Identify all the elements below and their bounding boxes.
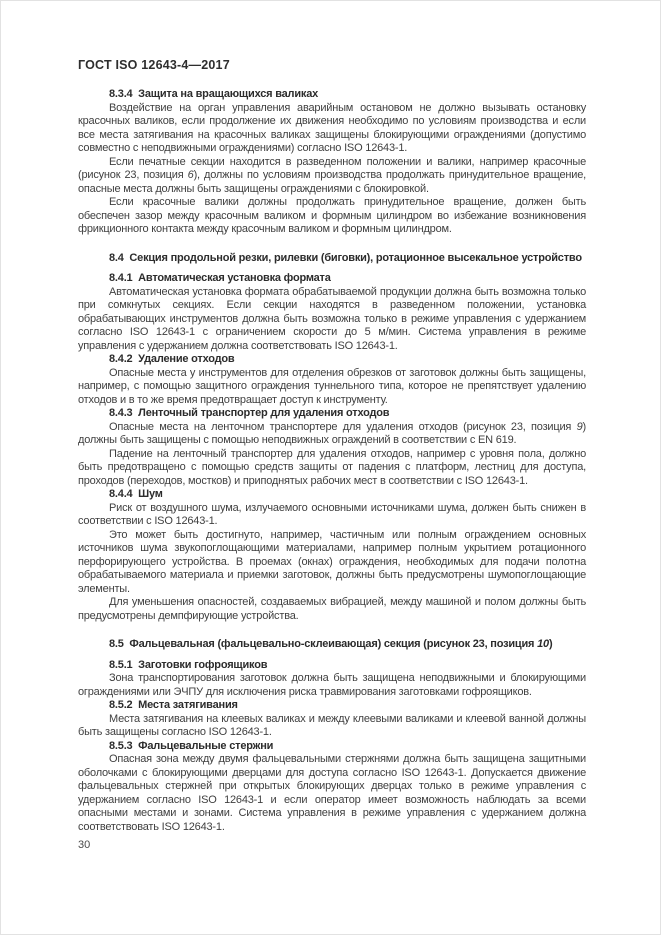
- paragraph: [78, 421, 586, 448]
- text-run: Это может быть достигнуто, например, частичным или полным ограждением основных источников шума звукопоглощающими материалами, например полным укрытием ротационного перфорирующего устройства. В проемах (окнах) ограждения, необходимых для подачи полотна обрабатываемого материала и приемки заготовок, должны быть предусмотрены шумопоглощающие элементы.: [78, 528, 586, 595]
- italic-text-run: 6: [187, 169, 194, 181]
- section-heading: [78, 699, 586, 713]
- paragraph: [78, 102, 586, 156]
- text-run: Для уменьшения опасностей, создаваемых вибрацией, между машиной и полом должны быть предусмотрены демпфирующие устройства.: [78, 596, 586, 622]
- section-heading: [78, 659, 586, 673]
- text-run: Если красочные валики должны продолжать принудительное вращение, должен быть обеспечен зазор между красочным валиком и формным цилиндром во избежание возникновения фрикционного контакта между красочным валиком и формным цилиндром.: [78, 196, 586, 235]
- text-run: 8.4 Секция продольной резки, рилевки (биговки), ротационное высекальное устройство: [109, 251, 582, 264]
- paragraph: [78, 448, 586, 489]
- paragraph: [78, 596, 586, 623]
- text-run: 8.5.3 Фальцевальные стержни: [109, 739, 274, 752]
- text-run: 8.4.1 Автоматическая установка формата: [109, 272, 331, 284]
- paragraph: [78, 713, 586, 740]
- section-heading: [78, 488, 586, 502]
- section-heading: [78, 353, 586, 367]
- text-run: 8.5.1 Заготовки гофроящиков: [109, 658, 268, 671]
- section-heading: [78, 272, 586, 286]
- text-run: Если печатные секции находится в разведенном положении и валики, например красочные (рисунок 23, позиция: [78, 155, 586, 181]
- italic-text-run: 10: [537, 638, 549, 650]
- text-run: ) должны быть защищены с помощью неподвижных ограждений в соответствии с EN 619.: [78, 420, 586, 446]
- text-run: ): [548, 638, 553, 650]
- text-run: Автоматическая установка формата обрабатываемой продукции должна быть возможна только при сомкнутых секциях. Если секции находятся в разведенном положении, установка обрабатывающих инструментов должна быть возможна только в режиме управления с удержанием согласно ISO 12643-1 с ограничением скорости до 5 м/мин. Система управления в режиме управления с удержанием должна соответствовать ISO 12643-1.: [78, 285, 586, 352]
- text-run: Опасные места на ленточном транспортере для удаления отходов (рисунок 23, позиция: [109, 420, 577, 433]
- text-run: Падение на ленточный транспортер для удаления отходов, например с уровня пола, должно быть предотвращено с помощью средств защиты от падения с платформ, лестниц для доступа, проходов (переходов, мостков) и приподнятых рабочих мест в соответствии с ISO 12643-1.: [78, 447, 586, 487]
- paragraph: [78, 156, 586, 197]
- text-run: Опасная зона между двумя фальцевальными стержнями должна быть защищена защитными оболочками с блокирующими дверцами для доступа согласно ISO 12643-1. Допускается движение фальцевальных стержней при открытых блокирующих дверцах только в режиме управления с удержанием согласно ISO 12643-1 и если оператор имеет возможность наблюдать за всеми опасными местами и зонами. Система управления в режиме управления с удержанием должна соответствовать ISO 12643-1.: [78, 753, 586, 833]
- italic-text-run: 9: [576, 420, 583, 433]
- text-run: 8.4.3 Ленточный транспортер для удаления отходов: [109, 407, 390, 419]
- section-heading: [78, 740, 586, 754]
- document-title: ГОСТ ISO 12643-4—2017: [78, 58, 230, 72]
- section-heading: [78, 407, 586, 421]
- paragraph: [78, 286, 586, 354]
- paragraph: [78, 529, 586, 597]
- text-run: 8.4.2 Удаление отходов: [109, 353, 235, 365]
- text-run: 8.5 Фальцевальная (фальцевально-склеивающая) секция (рисунок 23, позиция: [109, 638, 538, 650]
- paragraph: [78, 502, 586, 529]
- paragraph: [78, 367, 586, 408]
- text-run: 8.4.4 Шум: [109, 488, 163, 500]
- section-heading: [78, 88, 586, 102]
- paragraph: [78, 196, 586, 237]
- text-run: Опасные места у инструментов для отделения обрезков от заготовок должны быть защищены, например, с помощью защитного ограждения туннельного типа, которое не препятствует удалению отходов и в то же время предотвращает доступ к инструменту.: [78, 366, 586, 406]
- text-run: 8.3.4 Защита на вращающихся валиках: [109, 88, 319, 100]
- page-number: 30: [78, 839, 91, 851]
- text-run: Зона транспортирования заготовок должна быть защищена неподвижными и блокирующими ограждениями или ЭЧПУ для исключения риска травмирования заготовками гофроящиков.: [78, 672, 586, 698]
- text-run: Места затягивания на клеевых валиках и между клеевыми валиками и клеевой ванной должны быть защищены согласно ISO 12643-1.: [78, 712, 586, 738]
- paragraph: [78, 672, 586, 699]
- text-run: ), должны по условиям производства продолжать принудительное вращение, опасные места должны быть защищены ограждениями с блокировкой.: [78, 169, 587, 195]
- text-run: Воздействие на орган управления аварийным остановом не должно вызывать остановку красочных валиков, если продолжение их движения необходимо по условиям производства и если все места затягивания на красочных валиках защищены блокирующими ограждениями (допустимо совместно с неподвижными ограждениями) согласно ISO 12643-1.: [78, 101, 586, 154]
- paragraph: [78, 753, 586, 834]
- section-heading: [78, 638, 586, 652]
- text-run: 8.5.2 Места затягивания: [109, 699, 238, 711]
- section-heading: [78, 252, 586, 266]
- text-run: Риск от воздушного шума, излучаемого основными источниками шума, должен быть снижен в соответствии с ISO 12643-1.: [78, 501, 586, 527]
- document-body: [78, 88, 586, 834]
